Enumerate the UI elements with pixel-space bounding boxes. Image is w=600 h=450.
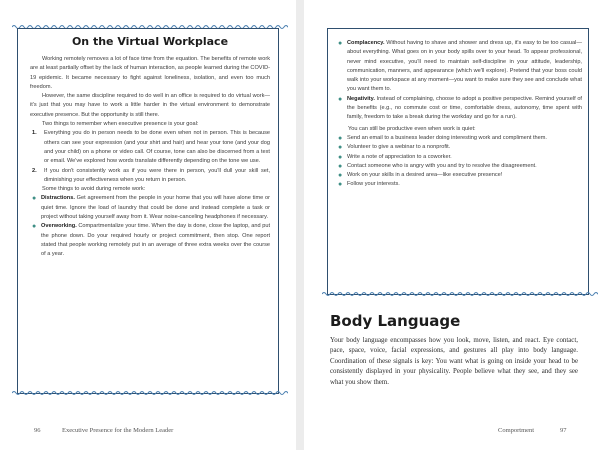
list-item bbox=[338, 95, 582, 123]
bullet-icon: ● bbox=[338, 95, 343, 103]
item-text bbox=[41, 222, 270, 259]
running-title: Executive Presence for the Modern Leader bbox=[62, 427, 174, 434]
sidebar-content bbox=[30, 35, 270, 260]
left-page bbox=[0, 0, 296, 450]
bullet-icon: ● bbox=[338, 134, 343, 142]
virtual-workplace-sidebar bbox=[17, 28, 279, 394]
second-paragraph: However, the same discipline required to do well in an office is required to do virtual work—it's just that you may have to work a little harder in the virtual environment to demonstrate executive presence. But the opportunity is still there. bbox=[30, 93, 270, 118]
productive-intro: You can still be productive even when work is quiet: bbox=[348, 125, 476, 132]
wavy-divider-bottom-right bbox=[322, 291, 598, 297]
sidebar-content bbox=[336, 39, 582, 190]
item-text: Follow your interests. bbox=[347, 181, 400, 188]
virtual-workplace-sidebar-continued bbox=[327, 28, 589, 295]
intro-paragraph: Working remotely removes a lot of face time from the equation. The benefits of remote work are at least partially offset by the lack of human interaction, as people learned during the COVID-19 epidemic. It became necessary to fight against loneliness, isolation, and even too much freedom. bbox=[30, 56, 270, 90]
list-item bbox=[32, 222, 270, 259]
bullet-icon: ● bbox=[32, 195, 37, 203]
bullet-icon: ● bbox=[338, 144, 343, 152]
book-gutter bbox=[296, 0, 304, 450]
item-text bbox=[347, 95, 582, 123]
goal-intro: Two things to remember when executive presence is your goal: bbox=[42, 121, 199, 128]
bullet-term: Overworking. bbox=[41, 223, 77, 230]
item-text: Send an email to a business leader doing interesting work and compliment them. bbox=[347, 134, 547, 141]
bullet-icon: ● bbox=[338, 162, 343, 170]
bullet-term: Complacency. bbox=[347, 40, 385, 46]
avoid-intro: Some things to avoid during remote work: bbox=[42, 186, 146, 193]
bullet-icon: ● bbox=[338, 40, 343, 47]
section-title: Body Language bbox=[330, 312, 461, 330]
list-item bbox=[32, 194, 270, 222]
list-item bbox=[338, 134, 582, 143]
list-item bbox=[338, 39, 582, 95]
list-item bbox=[338, 162, 582, 171]
page-number-right: 97 bbox=[560, 427, 567, 434]
productive-bullet-list bbox=[336, 134, 582, 190]
list-item bbox=[338, 171, 582, 180]
sidebar-title: On the Virtual Workplace bbox=[71, 35, 229, 48]
wavy-line bbox=[322, 293, 598, 296]
bullet-term: Distractions. bbox=[41, 195, 75, 202]
item-text: Contact someone who is angry with you and try to resolve the disagreement. bbox=[347, 162, 537, 169]
item-text: If you don't consistently work as if you were there in person, you'll dull your skill set, diminishing your effectiveness when you return in person. bbox=[44, 167, 270, 183]
bullet-icon: ● bbox=[32, 223, 37, 231]
item-text: Work on your skills in a desired area—like executive presence! bbox=[347, 172, 503, 179]
bullet-description: Instead of complaining, choose to adopt a positive perspective. Remind yourself of the benefits (e.g., no commute cost or time, comfortable dress, autonomy, time spent with family, freedom to take a break during the workday and go for a run). bbox=[347, 95, 582, 121]
bullet-description: Get agreement from the people in your home that you will have alone time or quiet time. Ignore the load of laundry that could be done and instead complete a task or project without taking yourself away from it. Wear noise-canceling headphones if necessary. bbox=[41, 195, 270, 221]
list-item bbox=[32, 129, 270, 166]
item-text: Write a note of appreciation to a coworker. bbox=[347, 153, 452, 160]
list-item bbox=[338, 143, 582, 152]
item-text: Everything you do in person needs to be done even when not in person. This is because others can see your expression (and your shirt and hair) and hear your tone (and your dog and your child) on a phone or video call. Of course, tone can also be discerned from a text or email. We've explored how words translate differently depending on the tone we use. bbox=[44, 130, 270, 165]
section-body: Your body language encompasses how you look, move, listen, and react. Eye contact, pace, space, voice, facial expressions, and gestures all play into body language. Coordination of these signals is key: You want what is going on inside your head to be consistently displayed in your physicality. People believe what they see, and they see what you show them. bbox=[330, 337, 578, 386]
bullet-description: Without having to shave and shower and dress up, it's easy to be too casual—about everything. What goes on in your body spills over to your head. To appear professional, never mind executive, you'll need to maintain self-discipline in your attitude, leadership, communication, manners, and appearance (which we'll explore). Pretend that your boss could walk into your workspace at any moment—you want to make sure they see and conclude what you want them to. bbox=[347, 40, 582, 93]
numbered-list bbox=[30, 129, 270, 185]
wavy-divider-bottom-left bbox=[12, 390, 288, 396]
item-text bbox=[347, 39, 582, 95]
list-item bbox=[32, 167, 270, 186]
item-text: Volunteer to give a webinar to a nonprofit. bbox=[347, 144, 451, 151]
page-number: 96 bbox=[34, 427, 41, 434]
wavy-line bbox=[12, 392, 288, 395]
item-text bbox=[41, 194, 270, 222]
avoid-bullet-list bbox=[30, 194, 270, 259]
running-title-right: Comportment bbox=[498, 427, 535, 434]
list-item bbox=[338, 153, 582, 162]
avoid-bullet-list-continued bbox=[336, 39, 582, 123]
bullet-description: Compartmentalize your time. When the day is done, close the laptop, and put the phone down. Do your required hourly or project commitment, then stop. One report stated that people working remotely put in an average of three extra weeks over the course of a year. bbox=[41, 223, 270, 258]
item-number: 2. bbox=[32, 167, 37, 174]
list-item bbox=[338, 180, 582, 189]
item-number: 1. bbox=[32, 130, 37, 137]
bullet-icon: ● bbox=[338, 172, 343, 180]
bullet-icon: ● bbox=[338, 181, 343, 189]
bullet-icon: ● bbox=[338, 153, 343, 161]
bullet-term: Negativity. bbox=[347, 95, 375, 102]
